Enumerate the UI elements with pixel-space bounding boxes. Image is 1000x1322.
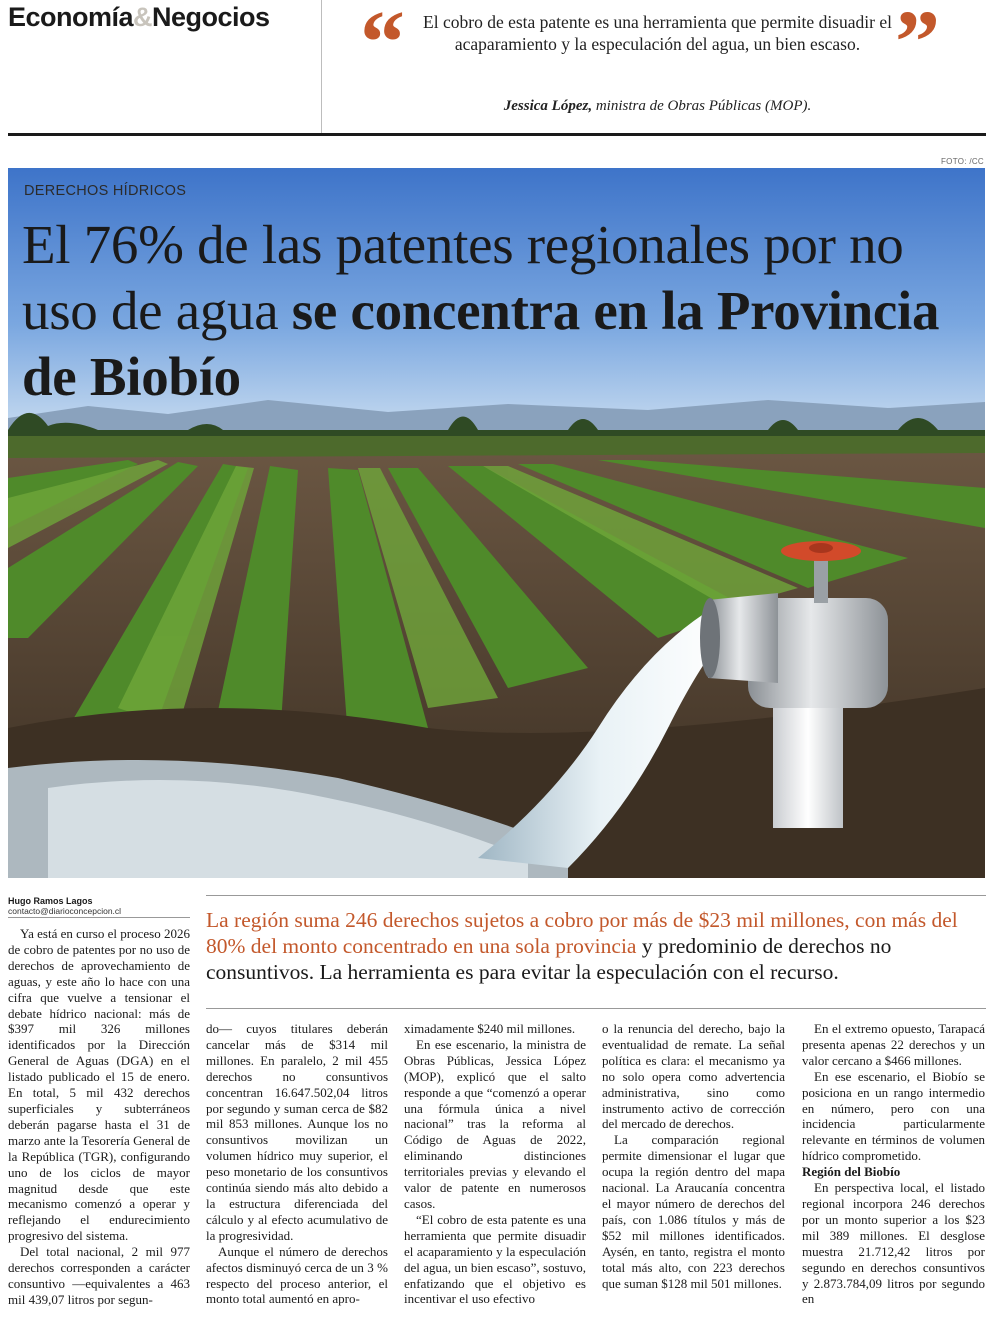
quote-open-icon: “ [360, 0, 405, 92]
lead-rule-bottom [206, 1008, 986, 1009]
article-headline [22, 212, 982, 410]
byline-author: Hugo Ramos Lagos [8, 896, 93, 906]
pull-quote-role: ministra de Obras Públicas (MOP). [592, 98, 812, 114]
body-paragraph: Aunque el número de derechos afectos disminuyó cerca de un 3 % respecto del proceso anterior, el monto total aumentó en apro- [206, 1243, 388, 1307]
body-column-2 [206, 1021, 388, 1307]
pull-quote-text: El cobro de esta patente es una herramienta que permite disuadir el acaparamiento y la especulación del agua, un bien escaso. [423, 12, 892, 54]
headline-light: El 76% de las patentes regionales por no uso de agua [22, 214, 904, 341]
header-rule [8, 133, 986, 136]
section-title [8, 2, 270, 33]
body-paragraph: En ese escenario, el Biobío se posiciona en un rango intermedio en número, pero con una incidencia particularmente relevante en términos de volumen hídrico comprometido. [802, 1068, 985, 1164]
photo-credit: FOTO: /CC [941, 157, 984, 166]
body-column-5 [802, 1021, 985, 1307]
byline-email: contacto@diarioconcepcion.cl [8, 906, 122, 916]
pull-quote-author: Jessica López, [503, 98, 593, 114]
body-paragraph: o la renuncia del derecho, bajo la eventualidad de remate. La señal política es clara: el mecanismo ya no solo opera como advertencia administrativa, sino como instrumento activo de corrección del mercado de derechos. [602, 1021, 785, 1132]
lead-highlight: La región suma 246 derechos sujetos a cobro por más de $23 mil millones, con más del 80% del monto concentrado en una sola provincia [206, 908, 958, 958]
section-title-part1: Economía [8, 2, 134, 32]
body-column-1 [8, 926, 190, 1308]
pull-quote-attribution [420, 98, 895, 115]
headline-bold: se concentra en la Provincia de Biobío [22, 280, 940, 407]
body-paragraph: “El cobro de esta patente es una herramienta que permite disuadir el acaparamiento y la especulación del agua, un bien escaso”, sostuvo, enfatizando que el objetivo es incentivar el uso efectivo [404, 1211, 586, 1307]
lead-rest: y predominio de derechos no consuntivos. La herramienta es para evitar la especulación con el recurso. [206, 934, 892, 984]
body-paragraph: En perspectiva local, el listado regional incorpora 246 derechos por un monto superior a los $23 mil 389 millones. El desglose muestra 21.712,42 litros por segundo en derechos consuntivos y 2.873.784,09 litros por segundo en [802, 1180, 985, 1307]
body-paragraph: Del total nacional, 2 mil 977 derechos corresponden a carácter consuntivo —equivalentes a 463 mil 439,07 litros por segun- [8, 1244, 190, 1307]
article-lead [206, 907, 988, 985]
body-paragraph: do— cuyos titulares deberán cancelar más de $314 mil millones. En paralelo, 2 mil 455 derechos no consuntivos concentran 16.647.502,04 litros por segundo y suman cerca de $82 mil 853 millones. Aunque los no consuntivos movilizan un volumen hídrico muy superior, el peso monetario de los consuntivos continúa siendo más alto debido a la estructura diferenciada del cálculo y al efecto acumulativo de la progresividad. [206, 1021, 388, 1243]
quote-close-icon: ” [895, 0, 940, 92]
body-paragraph: ximadamente $240 mil millones. [404, 1021, 576, 1036]
section-title-part2: Negocios [152, 2, 270, 32]
byline-rule [8, 917, 190, 918]
header-divider [321, 0, 322, 133]
body-paragraph: En ese escenario, la ministra de Obras Públicas, Jessica López (MOP), explicó que el salto responde a que “comenzó a operar una fórmula única a nivel nacional” tras la reforma al Código de Aguas de 2022, eliminando distinciones territoriales previas y elevando el valor de patente en numerosos casos. [404, 1036, 586, 1211]
body-column-3 [404, 1021, 586, 1307]
body-column-4 [602, 1021, 785, 1291]
body-paragraph: En el extremo opuesto, Tarapacá presenta apenas 22 derechos y un valor cercano a $466 millones. [802, 1021, 985, 1068]
body-subheading: Región del Biobío [802, 1164, 901, 1180]
section-title-ampersand: & [133, 2, 153, 32]
body-paragraph: Ya está en curso el proceso 2026 de cobro de patentes por no uso de derechos de aprovechamiento de aguas, y este año lo hace con una cifra que vuelve a tensionar el debate hídrico nacional: más de $397 mil 326 millones identificados por la Dirección General de Aguas (DGA) en el listado publicado el 15 de enero. En total, 5 mil 432 derechos superficiales y subterráneos deberán pagarse hasta el 31 de marzo ante la Tesorería General de la República (TGR), configurando uno de los ciclos de mayor magnitud desde que este mecanismo comenzó a operar y reflejando el endurecimiento progresivo del sistema. [8, 926, 190, 1244]
article-kicker: DERECHOS HÍDRICOS [24, 183, 187, 199]
body-paragraph: La comparación regional permite dimensionar el lugar que ocupa la región dentro del mapa nacional. La Araucanía concentra el mayor número de derechos del país, con 1.086 títulos y más de $52 mil millones identificados. Aysén, en tanto, registra el monto total más alto, con 223 derechos que suman $128 mil 501 millones. [602, 1132, 785, 1291]
lead-rule-top [206, 895, 986, 896]
